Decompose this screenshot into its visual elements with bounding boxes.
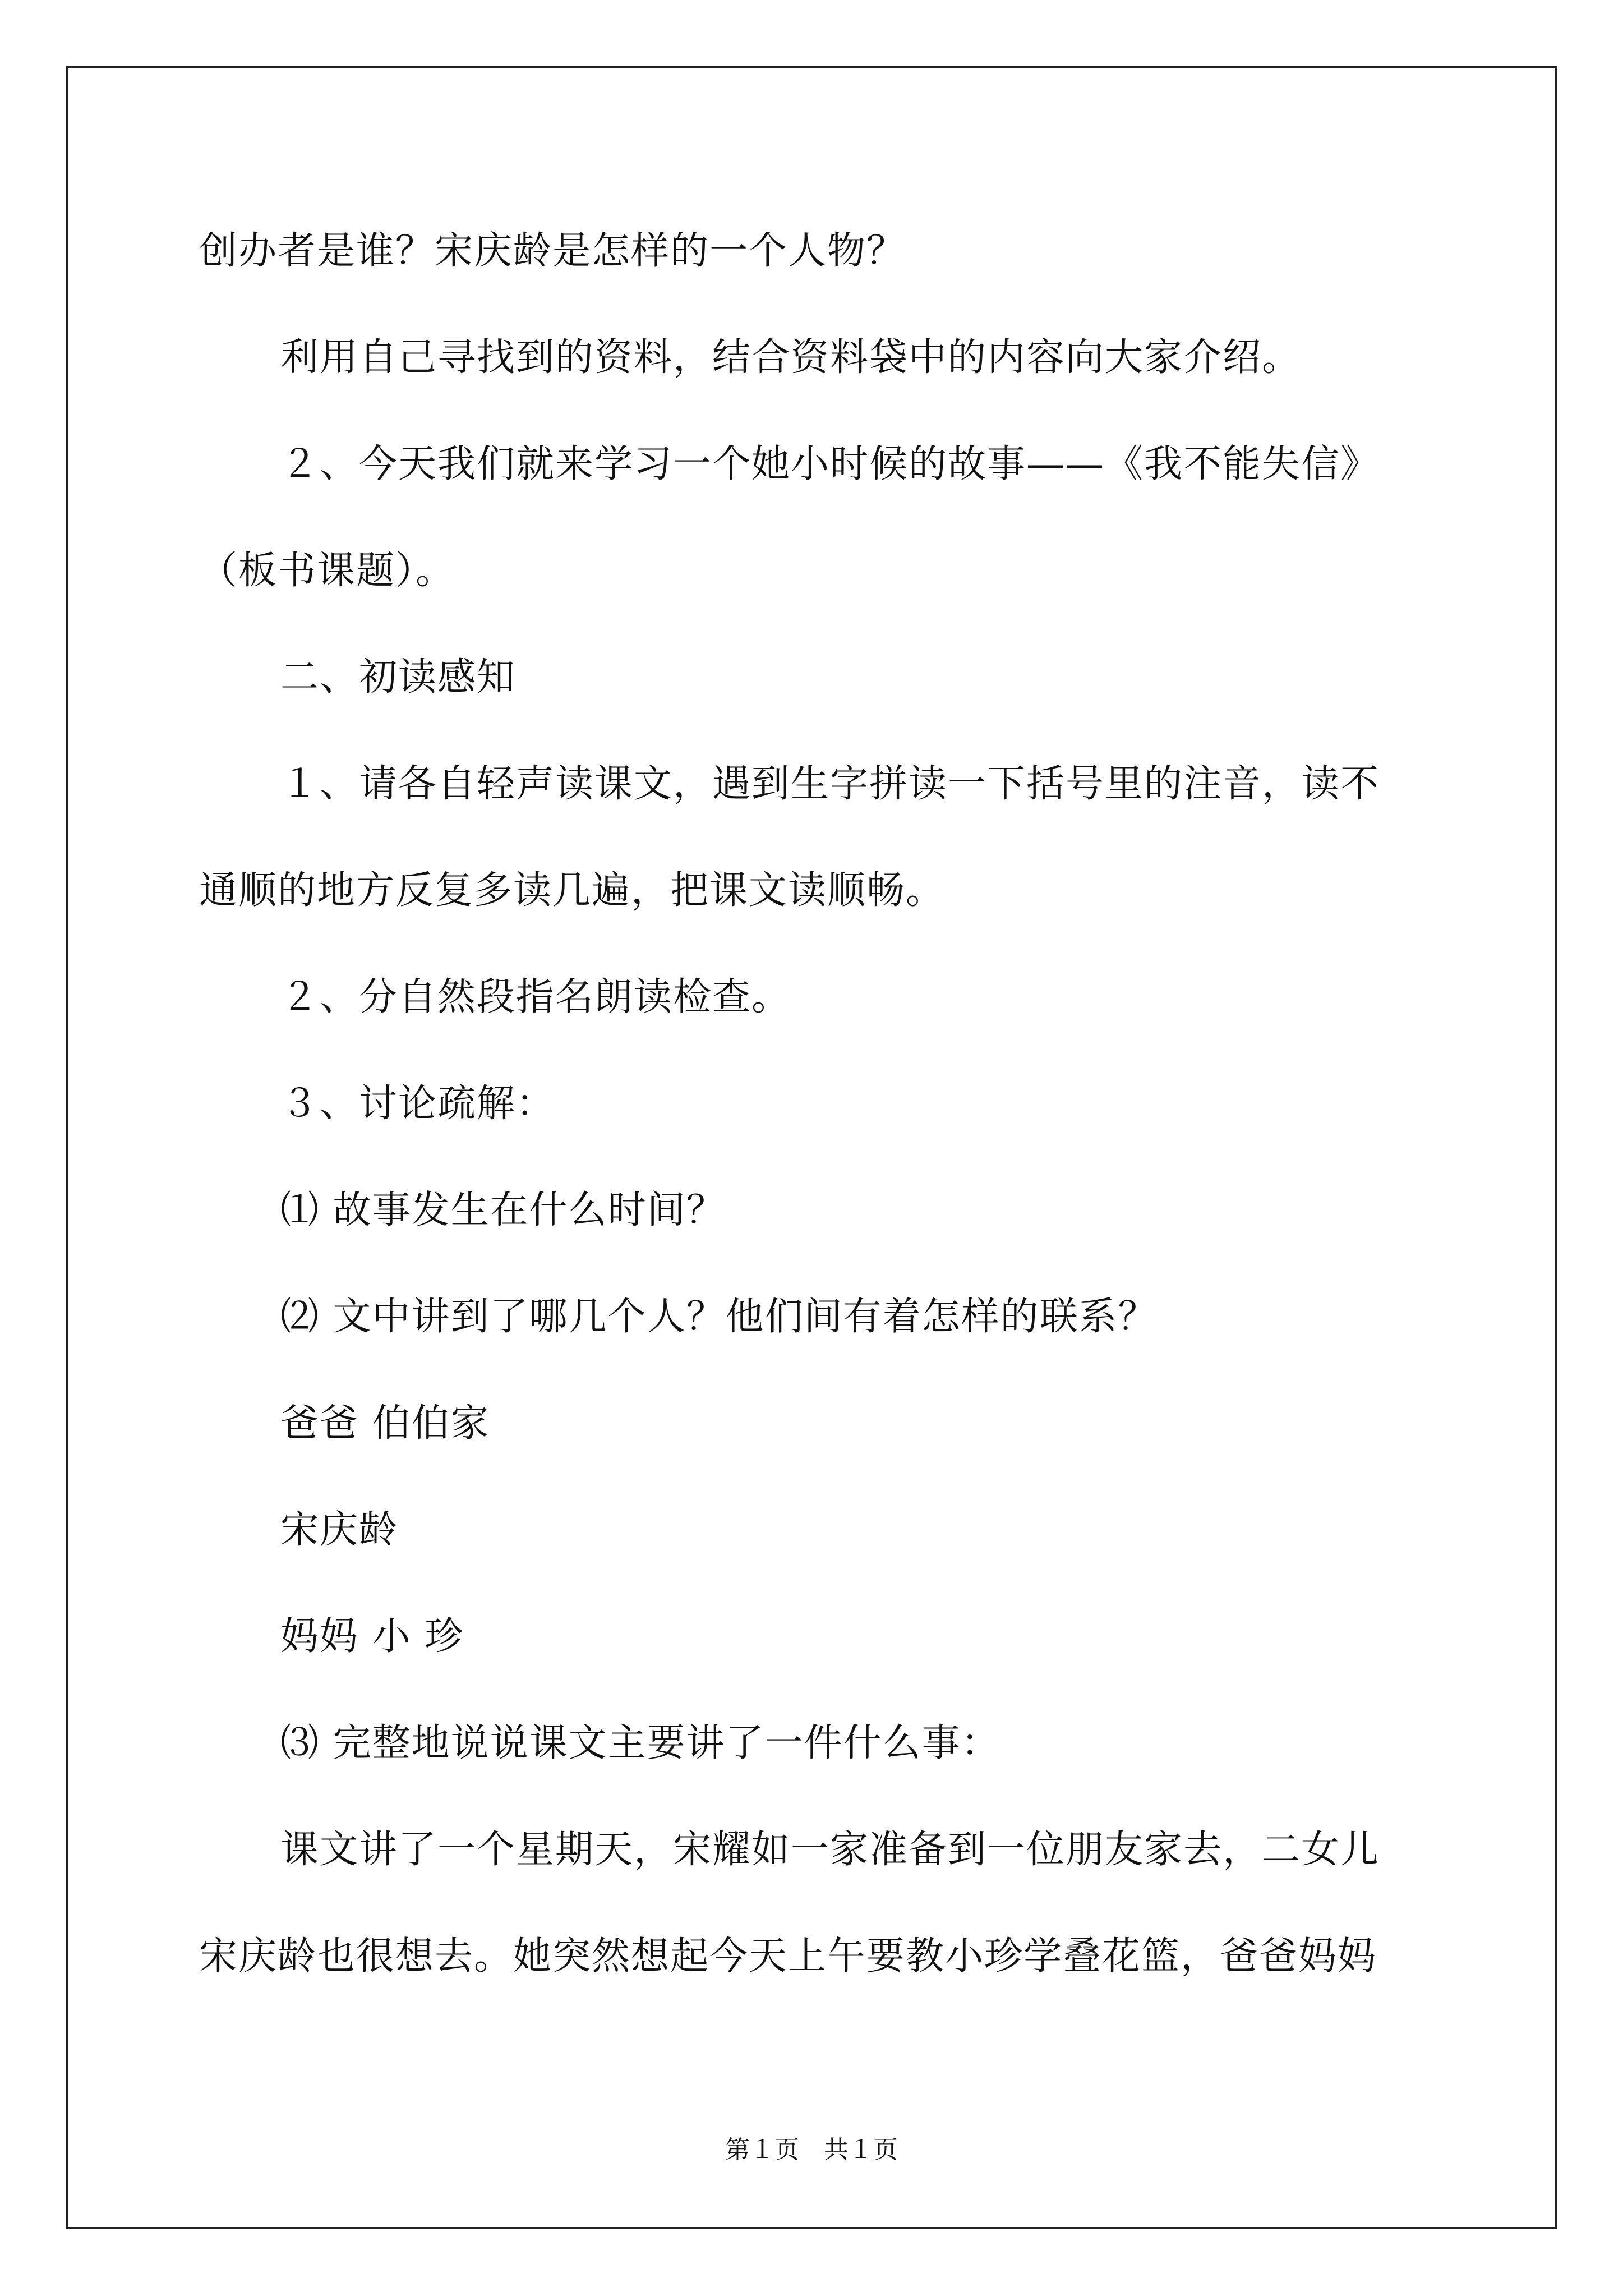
text-line-16: 课文讲了一个星期天，宋耀如一家准备到一位朋友家去，二女儿 (280, 1828, 1380, 1872)
text-line-10: ⑴ 故事发生在什么时间？ (280, 1188, 726, 1232)
text-line-2: 利用自己寻找到的资料，结合资料袋中的内容向大家介绍。 (280, 335, 1302, 380)
page-frame (66, 66, 1557, 2229)
page-total: 共１页 (824, 2136, 898, 2164)
text-line-8: ２、分自然段指名朗读检查。 (280, 975, 791, 1019)
text-line-17: 宋庆龄也很想去。她突然想起今天上午要教小珍学叠花篮，爸爸妈妈 (199, 1934, 1377, 1978)
text-line-9: ３、讨论疏解： (280, 1082, 556, 1126)
text-line-15: ⑶ 完整地说说课文主要讲了一件什么事： (280, 1721, 1000, 1765)
text-line-12: 爸爸 伯伯家 (280, 1401, 490, 1446)
text-line-7: 通顺的地方反复多读几遍，把课文读顺畅。 (199, 868, 946, 913)
page-number: 第１页 (725, 2136, 799, 2164)
text-line-11: ⑵ 文中讲到了哪几个人？他们间有着怎样的联系？ (280, 1295, 1158, 1339)
text-line-6: １、请各自轻声读课文，遇到生字拼读一下括号里的注音，读不 (280, 762, 1380, 806)
section-heading: 二、初读感知 (280, 655, 517, 700)
page-footer (0, 2134, 1623, 2166)
text-line-1: 创办者是谁？宋庆龄是怎样的一个人物？ (199, 229, 906, 273)
text-line-3: ２、今天我们就来学习一个她小时候的故事——《我不能失信》 (280, 442, 1380, 486)
text-line-14: 妈妈 小 珍 (280, 1614, 464, 1659)
text-line-4: （板书课题）。 (199, 549, 455, 593)
text-line-13: 宋庆龄 (280, 1508, 399, 1552)
